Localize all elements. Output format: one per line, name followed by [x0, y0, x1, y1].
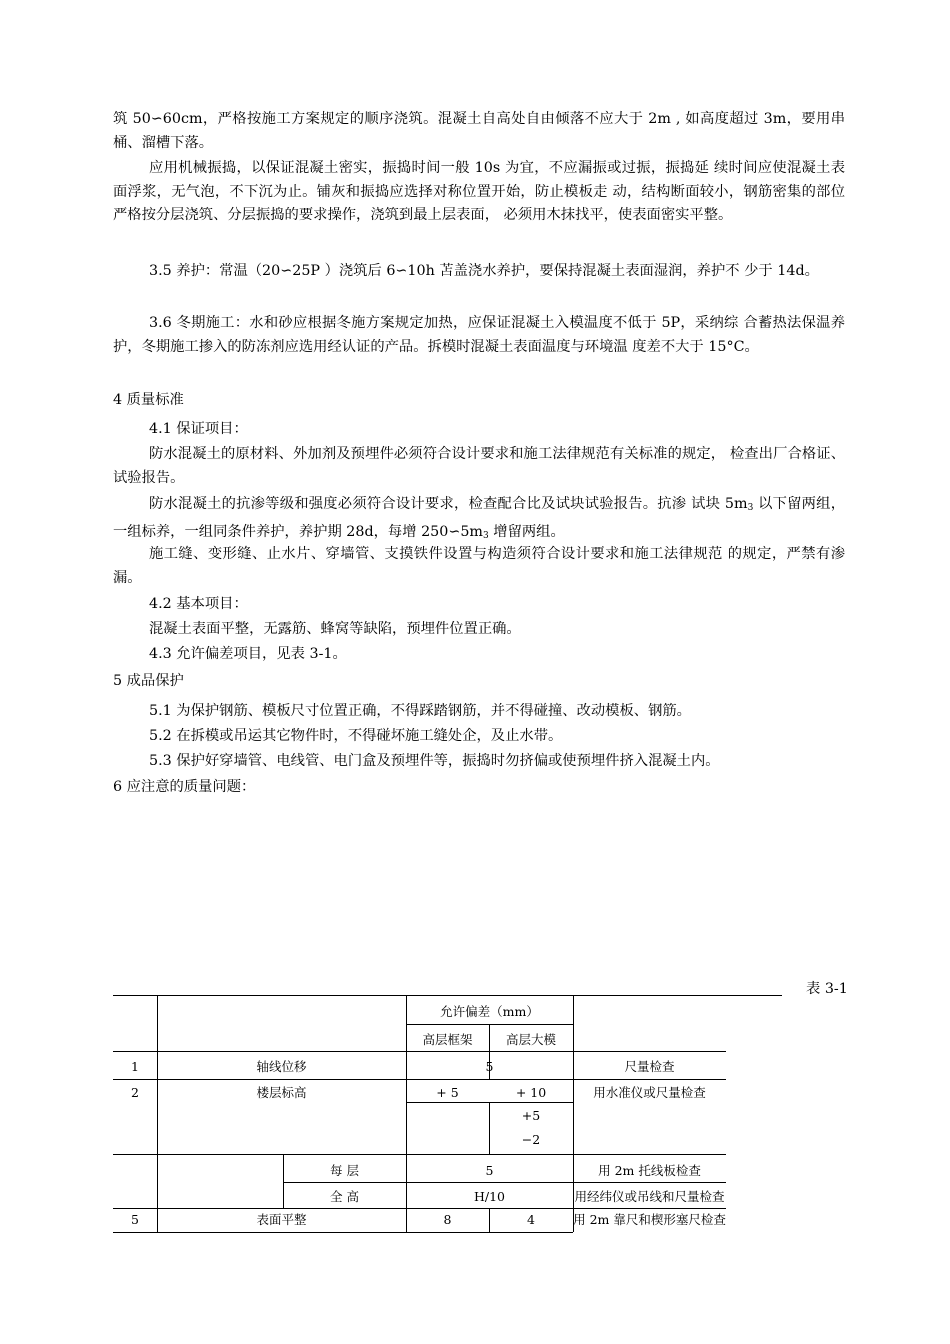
row-3-value-minus: −2: [521, 1132, 541, 1147]
paragraph-vibration: 应用机械振捣，以保证混凝土密实，振捣时间一般 10s 为宜，不应漏振或过振，振捣延 续时间应使混凝土表面浮浆，无气泡，不下沉为止。铺灰和振捣应选择对称位置开始，防止模板走 动，结构断面较小，钢筋密集的部位严格按分层浇筑、分层振捣的要求操作，浇筑到最上层表面， 必须用木抹找平，使表面密实平整。: [113, 160, 845, 223]
paragraph-impermeability: 防水混凝土的抗渗等级和强度必须符合设计要求，检查配合比及试块试验报告。抗渗 试块 $5m_3$ 以下留两组，一组标养，一组同条件养护，养护期 28d，每增 $250∽5m_3$ 增留两组。: [113, 496, 845, 541]
row-2-method: 用水准仪或尺量检查: [593, 1085, 706, 1100]
heading-guarantee-items: 4.1 保证项目：: [149, 421, 248, 437]
header-frame: 高层框架: [422, 1032, 473, 1047]
paragraph-materials: 防水混凝土的原材料、外加剂及预埋件必须符合设计要求和施工法律规范有关标准的规定， 检查出厂合格证、试验报告。: [113, 446, 845, 486]
paragraph-curing: 3.5 养护：常温（20∽25P ）浇筑后 6∽10h 苫盖浇水养护，要保持混凝土表面湿润，养护不 少于 14d。: [149, 263, 819, 279]
row-6-item: 表面平整: [256, 1212, 307, 1227]
header-large-formwork: 高层大模: [505, 1032, 556, 1047]
row-6-no: 5: [131, 1212, 139, 1227]
row-4-method: 用 2m 托线板检查: [598, 1163, 701, 1178]
row-6-value-a: 8: [443, 1212, 452, 1227]
paragraph-joints: 施工缝、变形缝、止水片、穿墙管、支摸铁件设置与构造须符合设计要求和施工法律规范 的规定，严禁有渗漏。: [113, 546, 845, 586]
table-row: 1: [131, 1059, 139, 1074]
paragraph-pouring: 筑 50∽60cm，严格按施工方案规定的顺序浇筑。混凝土自高处自由倾落不应大于 2m , 如高度超过 3m，要用串桶、溜槽下落。: [113, 111, 845, 151]
heading-product-protection: 5 成品保护: [113, 673, 184, 689]
row-1-item: 轴线位移: [256, 1059, 307, 1074]
paragraph-protect-5-2: 5.2 在拆模或吊运其它物件时，不得碰坏施工缝处企，及止水带。: [149, 728, 563, 744]
header-allowed-deviation: 允许偏差（mm）: [440, 1004, 539, 1019]
row-2-no: 2: [131, 1085, 139, 1100]
row-2-item: 楼层标高: [256, 1085, 307, 1100]
row-2-value-b: + 10: [515, 1085, 547, 1100]
paragraph-protect-5-3: 5.3 保护好穿墙管、电线管、电门盒及预埋件等，振捣时勿挤偏或使预埋件挤入混凝土内。: [149, 753, 720, 769]
row-5-method: 用经纬仪或吊线和尺量检查: [574, 1189, 725, 1204]
heading-quality-issues: 6 应注意的质量问题：: [113, 779, 256, 795]
row-2-value-a: + 5: [436, 1085, 459, 1100]
paragraph-protect-5-1: 5.1 为保护钢筋、模板尺寸位置正确，不得踩踏钢筋，并不得碰撞、改动模板、钢筋。: [149, 703, 691, 719]
row-5-value: H/10: [473, 1189, 506, 1204]
row-3-value-plus: +5: [521, 1108, 541, 1123]
paragraph-winter: 3.6 冬期施工：水和砂应根据冬施方案规定加热，应保证混凝土入模温度不低于 5P，采纳综 合蓄热法保温养护，冬期施工掺入的防冻剂应选用经认证的产品。拆模时混凝土表面温度与环境温 度差不大于 15°C。: [113, 315, 845, 355]
row-4-value: 5: [485, 1163, 494, 1178]
row-4-sub: 每 层: [330, 1163, 359, 1178]
row-5-sub: 全 高: [330, 1189, 359, 1204]
row-1-value: 5: [485, 1059, 494, 1074]
row-1-method: 尺量检查: [624, 1059, 675, 1074]
table-caption: 表 3-1: [806, 981, 848, 997]
heading-basic-items: 4.2 基本项目：: [149, 596, 248, 612]
paragraph-tolerance-ref: 4.3 允许偏差项目，见表 3-1。: [149, 646, 347, 662]
row-6-method: 用 2m 靠尺和楔形塞尺检查: [573, 1212, 726, 1227]
row-6-value-b: 4: [527, 1212, 535, 1227]
paragraph-surface: 混凝土表面平整，无露筋、蜂窝等缺陷，预埋件位置正确。: [149, 621, 521, 637]
heading-quality-standard: 4 质量标准: [113, 392, 184, 408]
